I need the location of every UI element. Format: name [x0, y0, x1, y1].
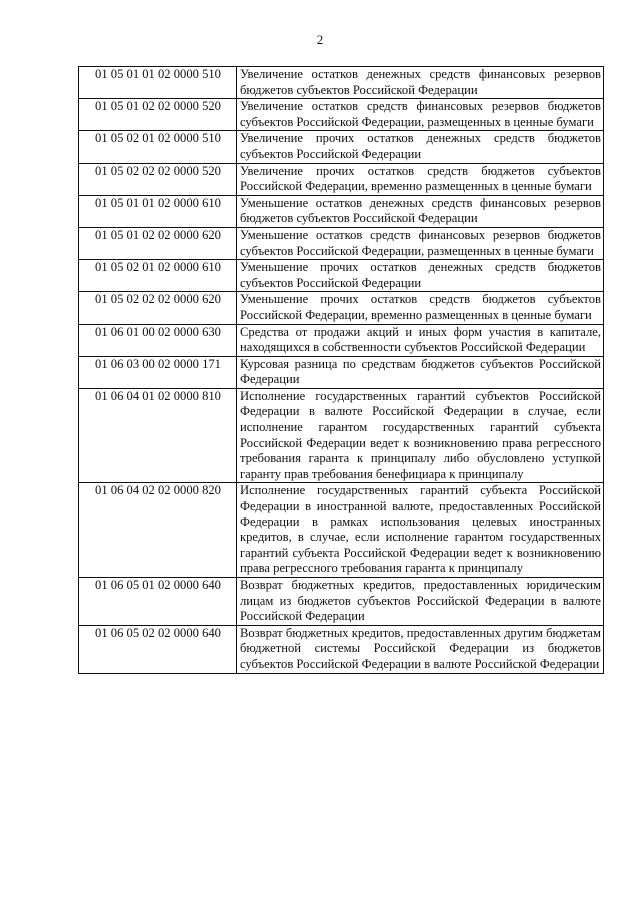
table-body [79, 67, 604, 674]
table-row [79, 131, 604, 163]
description-cell: Увеличение прочих остатков средств бюджетов субъектов Российской Федерации, временно размещенных в ценные бумаги [237, 163, 604, 195]
description-cell: Исполнение государственных гарантий субъектов Российской Федерации в валюте Российской Федерации в случае, если исполнение гарантом государственных гарантий субъекта Российской Федерации ведет к возникновению права регрессного требования гаранта к принципалу либо обусловлено уступкой гаранту прав требования бенефициара к принципалу [237, 388, 604, 483]
budget-code-cell: 01 05 02 02 02 0000 620 [79, 292, 237, 324]
table-row [79, 324, 604, 356]
budget-code-cell: 01 05 01 01 02 0000 510 [79, 67, 237, 99]
table-row [79, 260, 604, 292]
description-cell: Возврат бюджетных кредитов, предоставленных юридическим лицам из бюджетов субъектов Российской Федерации в валюте Российской Федерации [237, 578, 604, 626]
budget-code-cell: 01 06 05 02 02 0000 640 [79, 625, 237, 673]
table-row [79, 227, 604, 259]
budget-code-cell: 01 05 01 02 02 0000 520 [79, 99, 237, 131]
budget-code-cell: 01 06 04 01 02 0000 810 [79, 388, 237, 483]
budget-code-cell: 01 05 02 01 02 0000 610 [79, 260, 237, 292]
budget-code-cell: 01 06 05 01 02 0000 640 [79, 578, 237, 626]
budget-code-cell: 01 05 02 02 02 0000 520 [79, 163, 237, 195]
description-cell: Увеличение остатков денежных средств финансовых резервов бюджетов субъектов Российской Федерации [237, 67, 604, 99]
table-row [79, 388, 604, 483]
table-row [79, 483, 604, 578]
description-cell: Исполнение государственных гарантий субъекта Российской Федерации в иностранной валюте, предоставленных Российской Федерации в рамках использования целевых иностранных кредитов, в случае, если исполнение гарантом государственных гарантий субъекта Российской Федерации ведет к возникновению права регрессного требования гаранта к принципалу [237, 483, 604, 578]
table-row [79, 625, 604, 673]
table-row [79, 163, 604, 195]
description-cell: Уменьшение прочих остатков денежных средств бюджетов субъектов Российской Федерации [237, 260, 604, 292]
description-cell: Возврат бюджетных кредитов, предоставленных другим бюджетам бюджетной системы Российской Федерации из бюджетов субъектов Российской Федерации в валюте Российской Федерации [237, 625, 604, 673]
budget-code-cell: 01 05 02 01 02 0000 510 [79, 131, 237, 163]
budget-code-cell: 01 06 01 00 02 0000 630 [79, 324, 237, 356]
description-cell: Уменьшение прочих остатков средств бюджетов субъектов Российской Федерации, временно размещенных в ценные бумаги [237, 292, 604, 324]
table-row [79, 195, 604, 227]
description-cell: Увеличение остатков средств финансовых резервов бюджетов субъектов Российской Федерации, размещенных в ценные бумаги [237, 99, 604, 131]
table-row [79, 578, 604, 626]
budget-code-cell: 01 05 01 02 02 0000 620 [79, 227, 237, 259]
table-row [79, 356, 604, 388]
table-row [79, 99, 604, 131]
description-cell: Средства от продажи акций и иных форм участия в капитале, находящихся в собственности субъектов Российской Федерации [237, 324, 604, 356]
table-row [79, 67, 604, 99]
budget-code-cell: 01 06 04 02 02 0000 820 [79, 483, 237, 578]
budget-code-cell: 01 06 03 00 02 0000 171 [79, 356, 237, 388]
table-row [79, 292, 604, 324]
description-cell: Увеличение прочих остатков денежных средств бюджетов субъектов Российской Федерации [237, 131, 604, 163]
budget-codes-table [78, 66, 604, 674]
budget-code-cell: 01 05 01 01 02 0000 610 [79, 195, 237, 227]
description-cell: Уменьшение остатков денежных средств финансовых резервов бюджетов субъектов Российской Федерации [237, 195, 604, 227]
description-cell: Курсовая разница по средствам бюджетов субъектов Российской Федерации [237, 356, 604, 388]
page-number: 2 [316, 32, 324, 47]
description-cell: Уменьшение остатков средств финансовых резервов бюджетов субъектов Российской Федерации, размещенных в ценные бумаги [237, 227, 604, 259]
